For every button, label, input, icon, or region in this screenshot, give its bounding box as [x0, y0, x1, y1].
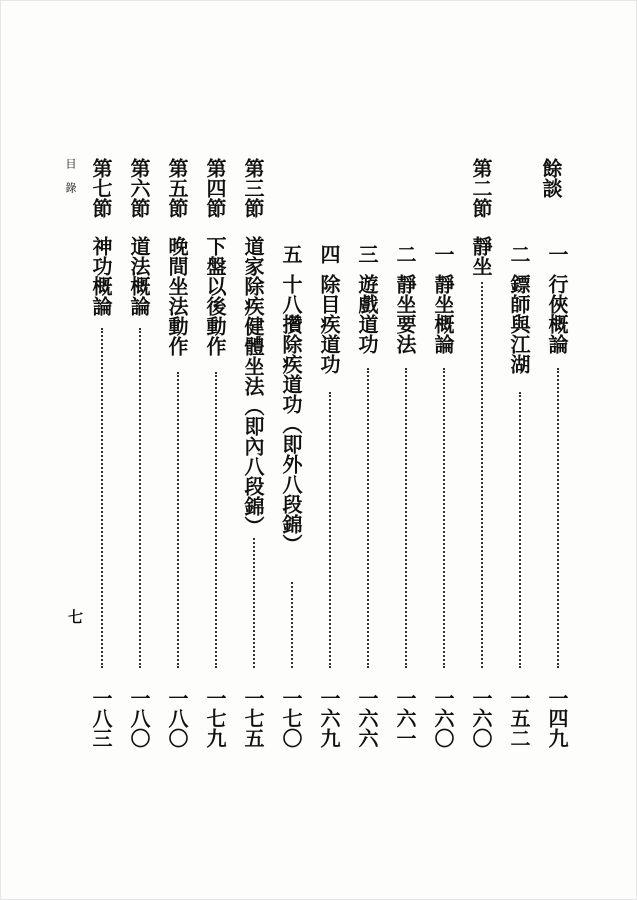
toc-page-number: 一六一 — [393, 688, 417, 748]
toc-entry-number: 二 — [393, 244, 417, 264]
toc-entry-title: 靜坐要法 — [393, 274, 417, 354]
toc-entry-number: 二 — [507, 244, 531, 264]
toc-entry-number: 一 — [545, 244, 569, 264]
toc-section-label: 第五節 — [165, 158, 189, 218]
toc-page-number: 一六〇 — [469, 688, 493, 748]
dot-leader — [519, 392, 521, 668]
toc-entry-3[interactable] — [432, 244, 454, 354]
toc-entry-title: 除目疾道功 — [317, 274, 341, 374]
dot-leader — [367, 368, 369, 668]
toc-page-number: 一六六 — [355, 688, 379, 748]
toc-section-label: 第四節 — [203, 158, 227, 218]
toc-page-number: 一七〇 — [279, 688, 303, 748]
toc-section-label: 第二節 — [469, 158, 493, 218]
toc-page-number: 一六〇 — [431, 688, 455, 748]
toc-section-label: 第六節 — [127, 158, 151, 218]
toc-entry-1[interactable] — [546, 244, 568, 354]
toc-entry-number: 四 — [317, 244, 341, 264]
toc-entry-6[interactable] — [318, 244, 340, 374]
toc-entry-title: 神功概論 — [89, 236, 113, 316]
toc-entry-4[interactable] — [394, 244, 416, 354]
toc-heading-yutan: 餘談 — [539, 158, 563, 198]
toc-section-4[interactable] — [204, 158, 226, 356]
toc-section-2[interactable] — [470, 158, 492, 276]
toc-page-number: 一八三 — [89, 688, 113, 748]
dot-leader — [101, 328, 103, 668]
toc-entry-title: 靜坐概論 — [431, 274, 455, 354]
toc-entry-title: 行俠概論 — [545, 274, 569, 354]
toc-page-number: 一七五 — [241, 688, 265, 748]
dot-leader — [557, 368, 559, 668]
toc-entry-title: 靜坐 — [469, 236, 493, 276]
toc-page-number: 一五二 — [507, 688, 531, 748]
dot-leader — [139, 328, 141, 668]
toc-section-5[interactable] — [166, 158, 188, 356]
toc-entry-title: 下盤以後動作 — [203, 236, 227, 356]
folio-number: 七 — [68, 608, 84, 626]
dot-leader — [329, 392, 331, 668]
toc-page-number: 一七九 — [203, 688, 227, 748]
toc-page-number: 一八〇 — [165, 688, 189, 748]
toc-section-6[interactable] — [128, 158, 150, 316]
toc-entry-title: 十八攢除疾道功（即外八段錦） — [279, 274, 303, 554]
toc-entry-title: 鏢師與江湖 — [507, 274, 531, 374]
toc-section-7[interactable] — [90, 158, 112, 316]
dot-leader — [405, 368, 407, 668]
dot-leader — [291, 582, 293, 668]
dot-leader — [481, 282, 483, 668]
dot-leader — [177, 372, 179, 668]
toc-entry-number: 三 — [355, 244, 379, 264]
toc-section-label: 第三節 — [241, 158, 265, 218]
toc-entry-5[interactable] — [356, 244, 378, 354]
toc-page-number: 一八〇 — [127, 688, 151, 748]
toc-page-number: 一四九 — [545, 688, 569, 748]
margin-header: 目 錄 — [64, 158, 77, 193]
toc-section-3[interactable] — [242, 158, 264, 536]
dot-leader — [253, 538, 255, 668]
toc-entry-number: 五 — [279, 244, 303, 264]
toc-entry-2[interactable] — [508, 244, 530, 374]
toc-entry-title: 道法概論 — [127, 236, 151, 316]
dot-leader — [443, 368, 445, 668]
toc-entry-7[interactable] — [280, 244, 302, 554]
toc-entry-title: 道家除疾健體坐法（即內八段錦） — [241, 236, 265, 536]
toc-entry-title: 晚間坐法動作 — [165, 236, 189, 356]
dot-leader — [215, 372, 217, 668]
toc-entry-number: 一 — [431, 244, 455, 264]
toc-entry-title: 遊戲道功 — [355, 274, 379, 354]
toc-page-number: 一六九 — [317, 688, 341, 748]
toc-section-label: 第七節 — [89, 158, 113, 218]
